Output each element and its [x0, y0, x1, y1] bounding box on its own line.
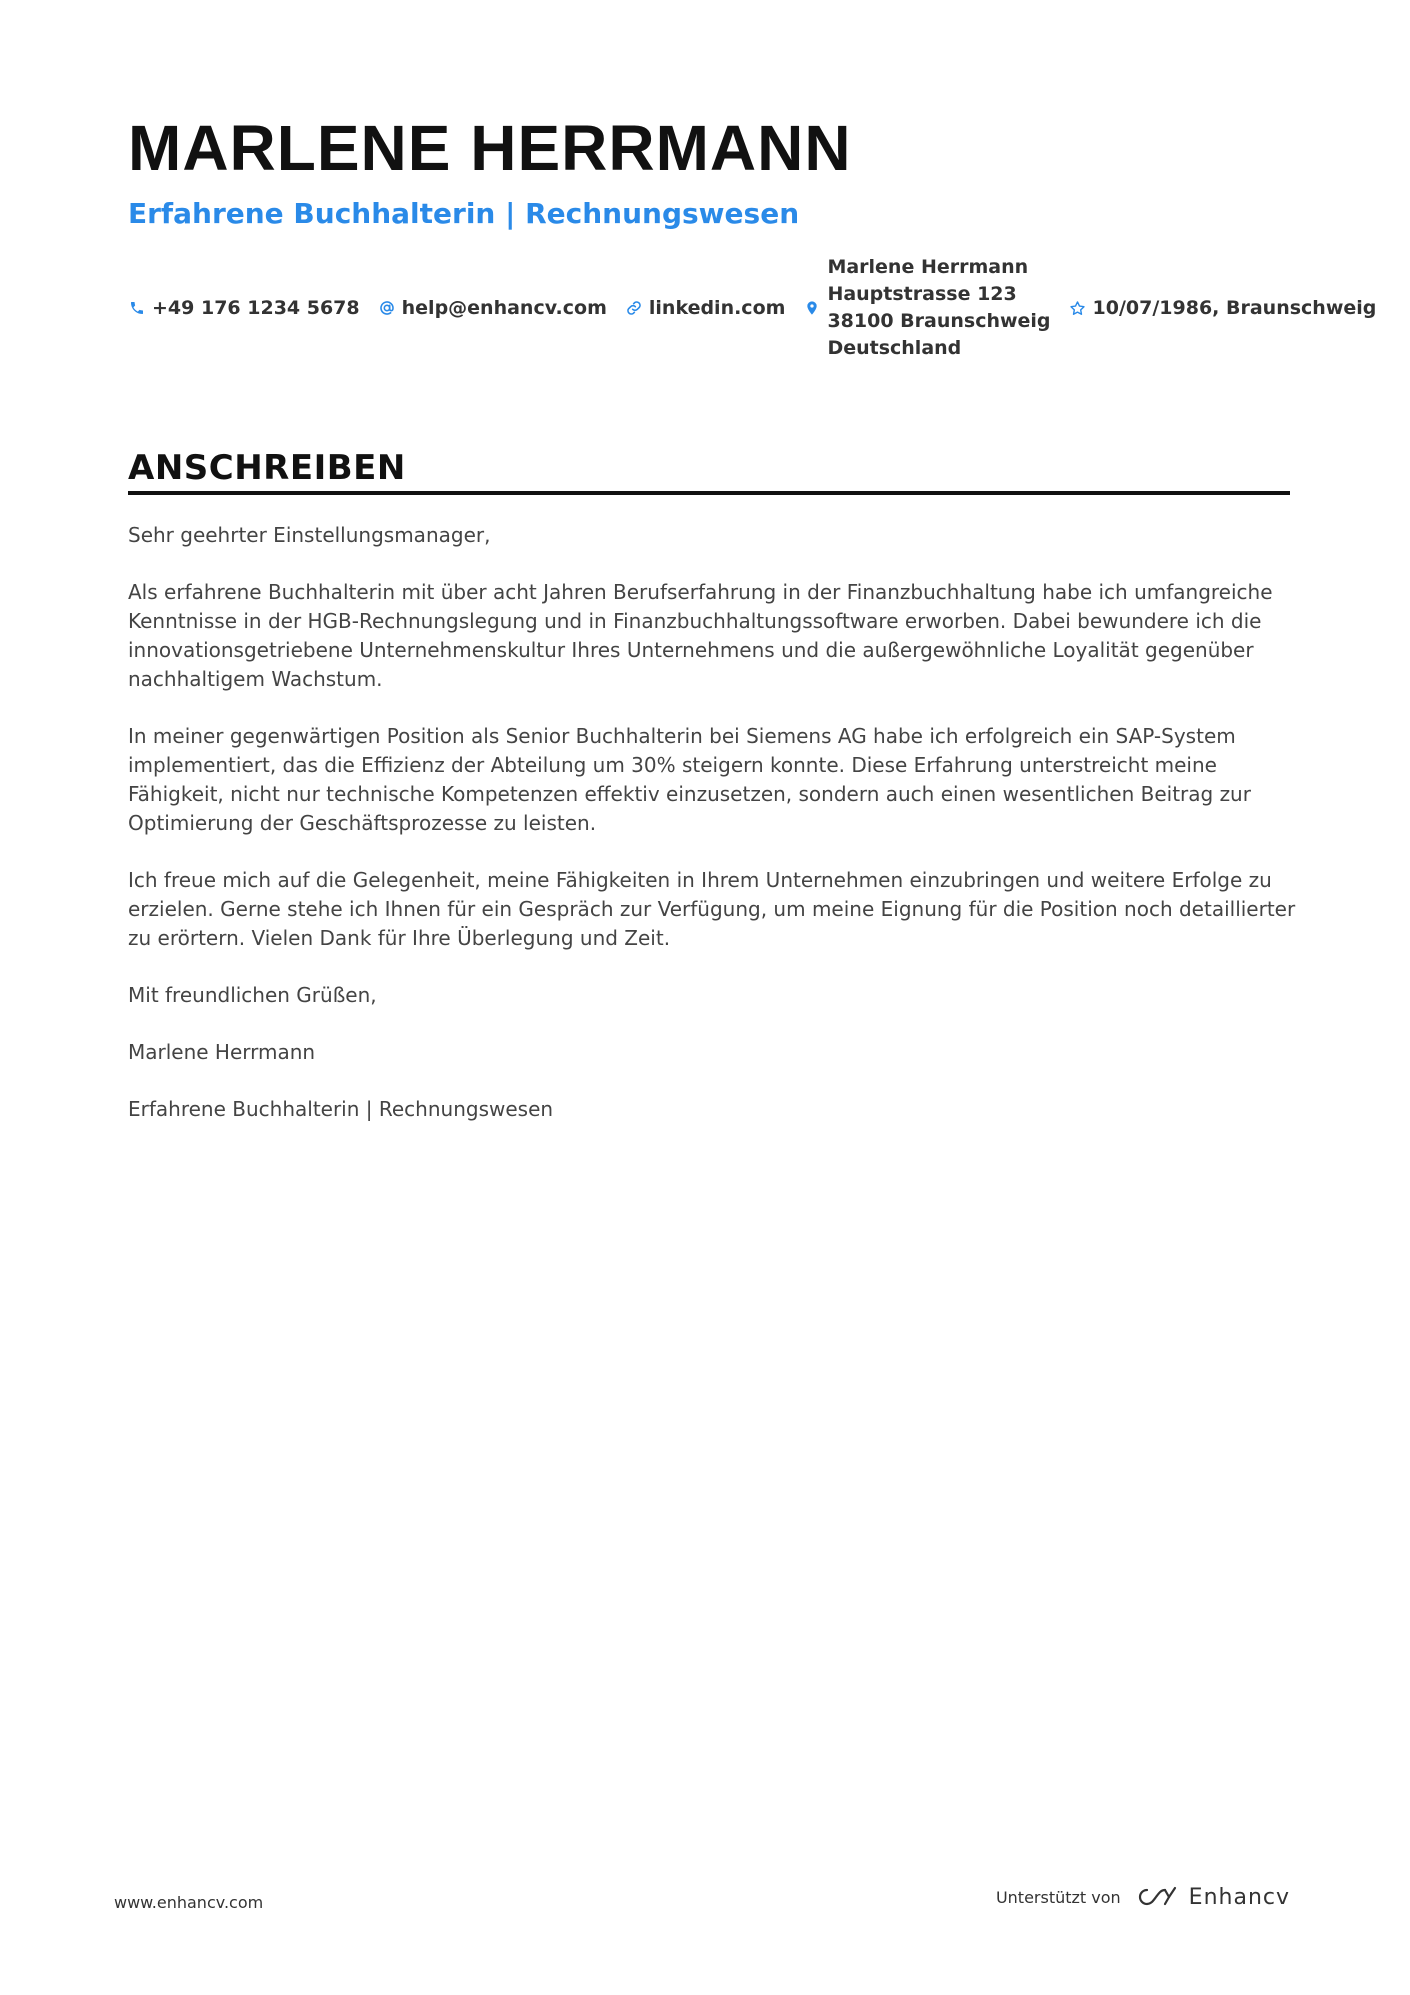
contact-address	[803, 254, 1050, 362]
applicant-title: Erfahrene Buchhalterin | Rechnungswesen	[128, 197, 800, 230]
location-pin-icon	[803, 299, 821, 317]
star-icon	[1069, 299, 1087, 317]
letter-paragraph: In meiner gegenwärtigen Position als Senior Buchhalterin bei Siemens AG habe ich erfolgreich ein SAP-System implementiert, das die Effizienz der Abteilung um 30% steigern konnte. Diese Erfahrung unterstreicht meine Fähigkeit, nicht nur technische Kompetenzen effektiv einzusetzen, sondern auch einen wesentlichen Beitrag zur Optimierung der Geschäftsprozesse zu leisten.	[128, 724, 1251, 835]
address-line: Hauptstrasse 123	[827, 283, 1017, 305]
phone-number: +49 176 1234 5678	[152, 297, 360, 319]
header	[128, 108, 1290, 232]
salutation: Sehr geehrter Einstellungsmanager,	[128, 523, 491, 547]
section-title: ANSCHREIBEN	[128, 448, 406, 488]
powered-by-label: Unterstützt von	[995, 1887, 1121, 1907]
contact-birth	[1069, 297, 1377, 319]
letter-paragraph: Ich freue mich auf die Gelegenheit, meine Fähigkeiten in Ihrem Unternehmen einzubringen und weitere Erfolge zu erzielen. Gerne stehe ich Ihnen für ein Gespräch zur Verfügung, um meine Eignung für die Position noch detaillierter zu erörtern. Vielen Dank für Ihre Überlegung und Zeit.	[128, 868, 1296, 950]
address-block	[827, 254, 1050, 362]
phone-icon	[128, 299, 146, 317]
contact-email[interactable]	[378, 297, 607, 319]
section-divider	[128, 491, 1290, 495]
contact-phone[interactable]	[128, 297, 360, 319]
letter-body	[128, 521, 1298, 1152]
brand-name: Enhancv	[1188, 1884, 1290, 1910]
link-icon	[625, 299, 643, 317]
contact-bar	[128, 254, 1377, 362]
contact-website[interactable]	[625, 297, 786, 319]
at-icon	[378, 299, 396, 317]
signature-title: Erfahrene Buchhalterin | Rechnungswesen	[128, 1097, 554, 1121]
address-line: Marlene Herrmann	[827, 256, 1029, 278]
letter-paragraph: Als erfahrene Buchhalterin mit über acht Jahren Berufserfahrung in der Finanzbuchhaltung habe ich umfangreiche Kenntnisse in der HGB-Rechnungslegung und in Finanzbuchhaltungssoftware erworben. Dabei bewundere ich die innovationsgetriebene Unternehmenskultur Ihres Unternehmens und die außergewöhnliche Loyalität gegenüber nachhaltigem Wachstum.	[128, 580, 1273, 691]
footer-branding	[996, 1884, 1290, 1910]
birth-info: 10/07/1986, Braunschweig	[1092, 297, 1377, 319]
address-line: 38100 Braunschweig	[827, 310, 1051, 332]
closing: Mit freundlichen Grüßen,	[128, 983, 377, 1007]
footer-website[interactable]: www.enhancv.com	[114, 1893, 264, 1912]
enhancv-logo-icon	[1133, 1884, 1181, 1910]
email-address: help@enhancv.com	[401, 297, 607, 319]
applicant-name: MARLENE HERRMANN	[128, 112, 852, 184]
address-line: Deutschland	[827, 337, 962, 359]
signature-name: Marlene Herrmann	[128, 1040, 316, 1064]
website-link: linkedin.com	[648, 297, 786, 319]
